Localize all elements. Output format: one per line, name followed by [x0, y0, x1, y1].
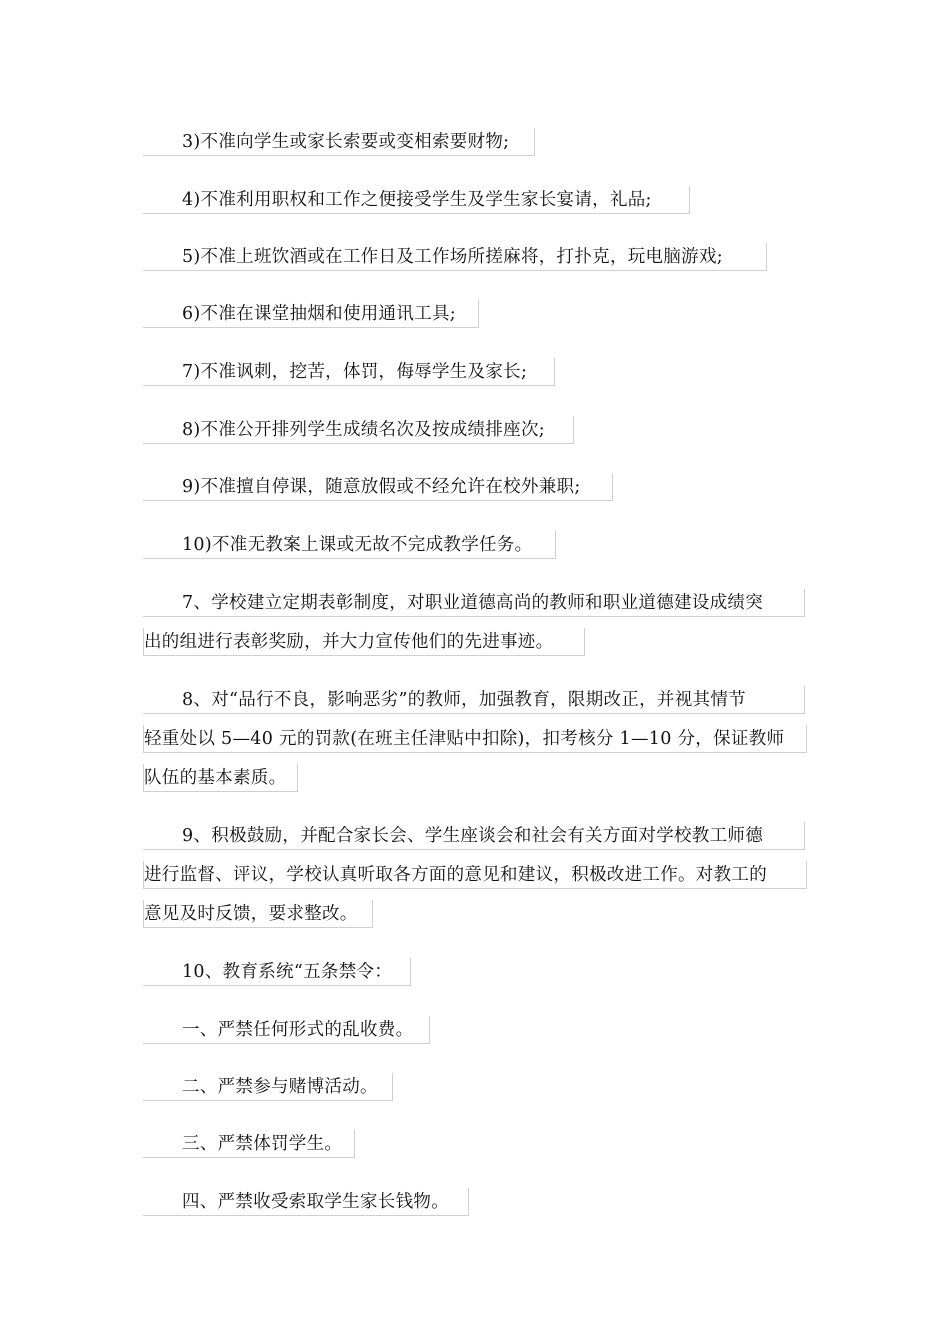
rule-item-10: 10)不准无教案上课或无故不完成教学任务。 — [143, 531, 556, 559]
rule-item-5: 5)不准上班饮酒或在工作日及工作场所搓麻将，打扑克，玩电脑游戏; — [143, 243, 767, 271]
paragraph-9-line-1: 9、积极鼓励，并配合家长会、学生座谈会和社会有关方面对学校教工师德 — [143, 822, 805, 850]
prohibition-4: 四、严禁收受索取学生家长钱物。 — [143, 1188, 469, 1216]
rule-item-7: 7)不准讽刺，挖苦，体罚，侮辱学生及家长; — [143, 358, 555, 386]
paragraph-9-line-3: 意见及时反馈，要求整改。 — [143, 900, 373, 928]
paragraph-8-line-1: 8、对“品行不良，影响恶劣”的教师，加强教育，限期改正，并视其情节 — [143, 686, 805, 714]
rule-item-4: 4)不准利用职权和工作之便接受学生及学生家长宴请，礼品; — [143, 186, 690, 214]
prohibition-1: 一、严禁任何形式的乱收费。 — [143, 1016, 430, 1044]
rule-item-9: 9)不准擅自停课，随意放假或不经允许在校外兼职; — [143, 473, 613, 501]
prohibition-2: 二、严禁参与赌博活动。 — [143, 1073, 393, 1101]
rule-item-3: 3)不准向学生或家长索要或变相索要财物; — [143, 128, 535, 156]
rule-item-6: 6)不准在课堂抽烟和使用通讯工具; — [143, 300, 479, 328]
paragraph-9-line-2: 进行监督、评议，学校认真听取各方面的意见和建议，积极改进工作。对教工的 — [143, 861, 807, 889]
paragraph-8-line-2: 轻重处以 5—40 元的罚款(在班主任津贴中扣除)，扣考核分 1—10 分，保证教师 — [143, 725, 807, 753]
paragraph-10-heading: 10、教育系统“五条禁令： — [143, 958, 411, 986]
prohibition-3: 三、严禁体罚学生。 — [143, 1130, 355, 1158]
rule-item-8: 8)不准公开排列学生成绩名次及按成绩排座次; — [143, 416, 574, 444]
paragraph-8-line-3: 队伍的基本素质。 — [143, 764, 298, 792]
paragraph-7-line-2: 出的组进行表彰奖励，并大力宣传他们的先进事迹。 — [143, 628, 585, 656]
paragraph-7-line-1: 7、学校建立定期表彰制度，对职业道德高尚的教师和职业道德建设成绩突 — [143, 589, 805, 617]
